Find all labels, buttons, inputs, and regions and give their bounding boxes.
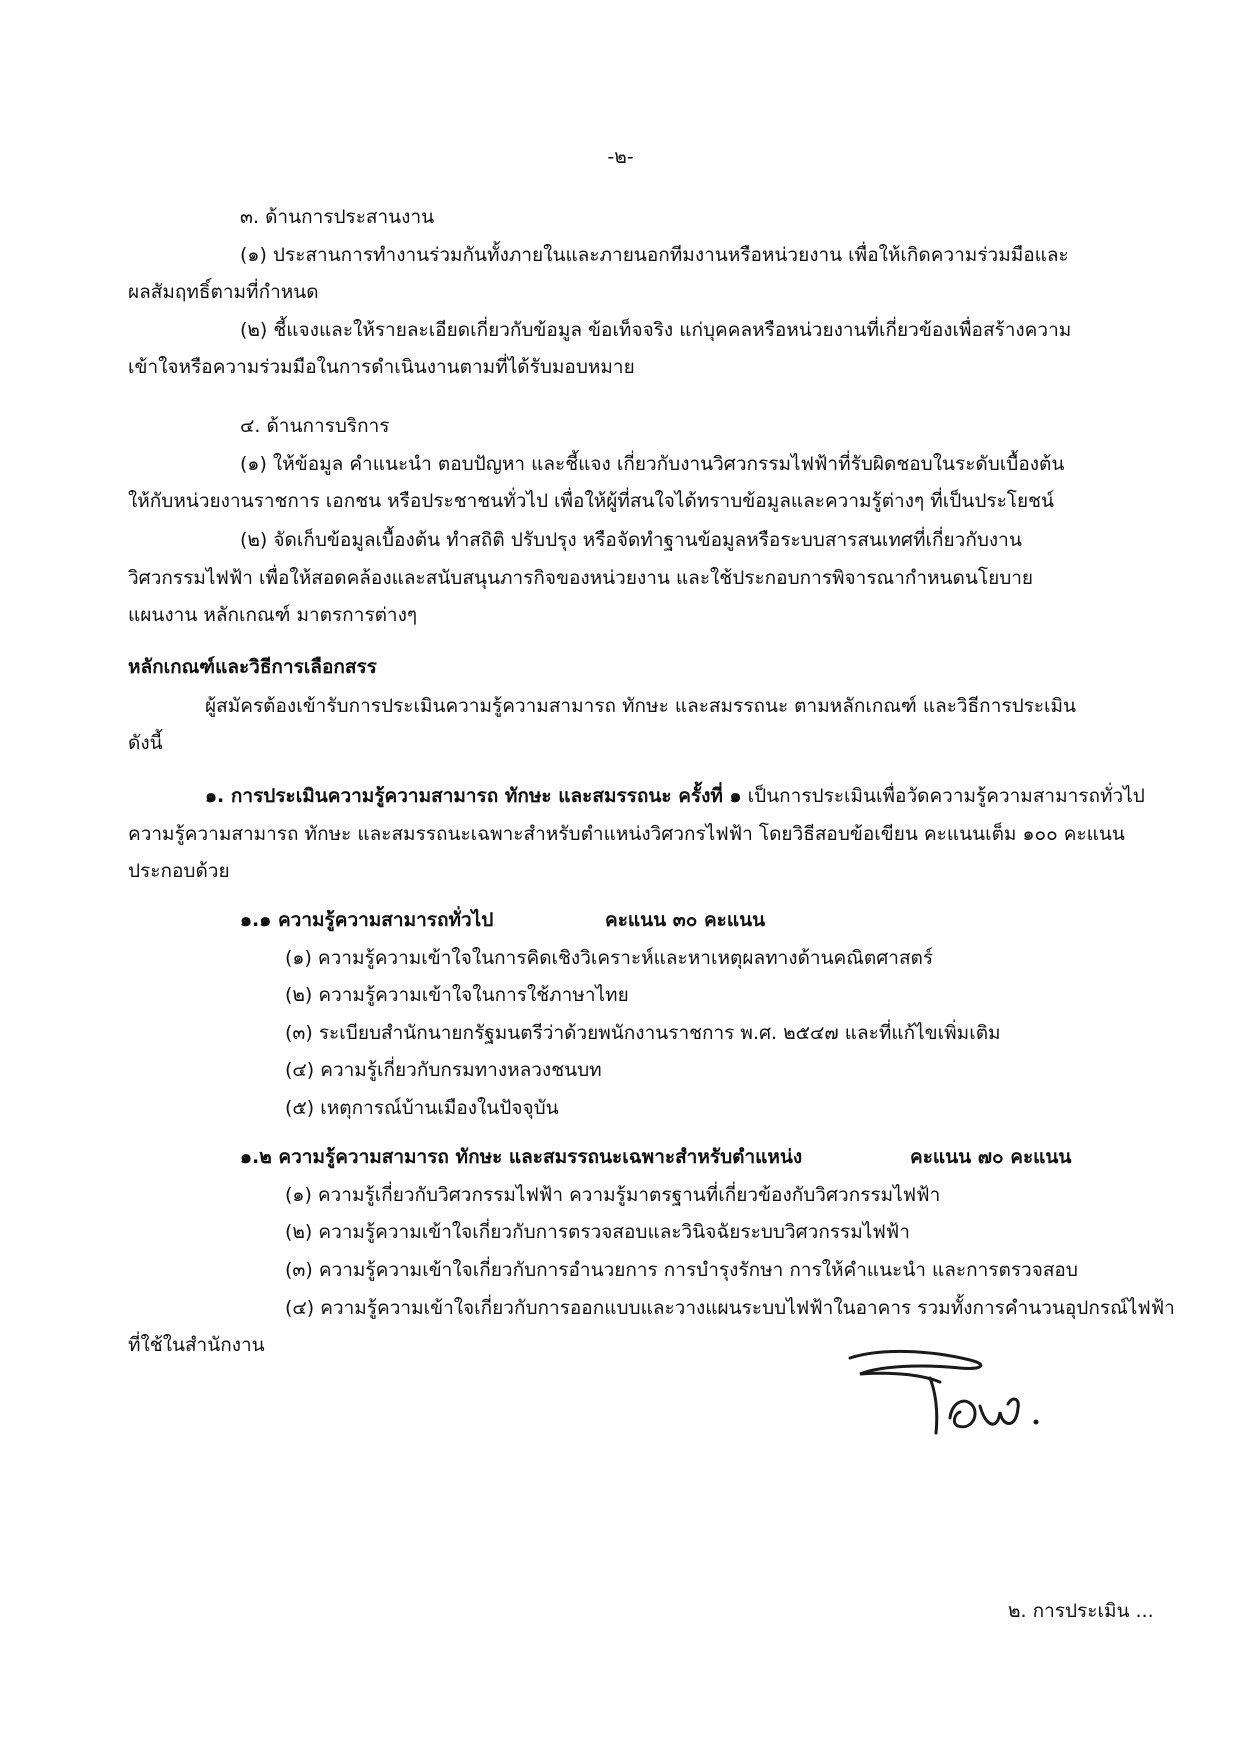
sub11-item: (๕) เหตุการณ์บ้านเมืองในปัจจุบัน	[285, 1097, 559, 1119]
section-service-heading: ๔. ด้านการบริการ	[240, 415, 390, 437]
sub11-item: (๑) ความรู้ความเข้าใจในการคิดเชิงวิเคราะห์และหาเหตุผลทางด้านคณิตศาสตร์	[285, 947, 934, 969]
page-number: -๒-	[607, 146, 634, 168]
sub12-item: (๓) ความรู้ความเข้าใจเกี่ยวกับการอำนวยการ การบำรุงรักษา การให้คำแนะนำ และการตรวจสอบ	[285, 1259, 1078, 1281]
signature	[840, 1338, 1070, 1448]
criteria-intro-line1: ผู้สมัครต้องเข้ารับการประเมินความรู้ความสามารถ ทักษะ และสมรรถนะ ตามหลักเกณฑ์ และวิธีการประเมิน	[205, 695, 1077, 717]
service-item1-line2: ให้กับหน่วยงานราชการ เอกชน หรือประชาชนทั่วไป เพื่อให้ผู้ที่สนใจได้ทราบข้อมูลและความรู้ต่างๆ ที่เป็นประโยชน์	[128, 490, 1055, 512]
sub11-item: (๔) ความรู้เกี่ยวกับกรมทางหลวงชนบท	[285, 1059, 602, 1081]
sub12-score: คะแนน ๗๐ คะแนน	[910, 1146, 1072, 1168]
assessment1-line1	[205, 782, 1145, 810]
assessment1-line2: ความรู้ความสามารถ ทักษะ และสมรรถนะเฉพาะสำหรับตำแหน่งวิศวกรไฟฟ้า โดยวิธีสอบข้อเขียน คะแนนเต็ม ๑๐๐ คะแนน	[128, 823, 1125, 845]
coordination-item2-line1: (๒) ชี้แจงและให้รายละเอียดเกี่ยวกับข้อมูล ข้อเท็จจริง แก่บุคคลหรือหน่วยงานที่เกี่ยวข้องเพื่อสร้างความ	[240, 319, 1072, 341]
sub12-item: (๑) ความรู้เกี่ยวกับวิศวกรรมไฟฟ้า ความรู้มาตรฐานที่เกี่ยวข้องกับวิศวกรรมไฟฟ้า	[285, 1184, 941, 1206]
coordination-item1-line2: ผลสัมฤทธิ์ตามที่กำหนด	[128, 281, 319, 303]
coordination-item1-line1: (๑) ประสานการทำงานร่วมกันทั้งภายในและภายนอกทีมงานหรือหน่วยงาน เพื่อให้เกิดความร่วมมือและ	[240, 244, 1069, 266]
service-item2-line3: แผนงาน หลักเกณฑ์ มาตรการต่างๆ	[128, 604, 418, 626]
assessment1-title: ๑. การประเมินความรู้ความสามารถ ทักษะ และสมรรถนะ ครั้งที่ ๑	[205, 785, 742, 807]
sub12-item: (๔) ความรู้ความเข้าใจเกี่ยวกับการออกแบบและวางแผนระบบไฟฟ้าในอาคาร รวมทั้งการคำนวนอุปกรณ์ไฟฟ้า	[285, 1297, 1175, 1319]
sub12-item: (๒) ความรู้ความเข้าใจเกี่ยวกับการตรวจสอบและวินิจฉัยระบบวิศวกรรมไฟฟ้า	[285, 1221, 910, 1243]
sub11-score: คะแนน ๓๐ คะแนน	[605, 909, 766, 931]
sub11-title: ๑.๑ ความรู้ความสามารถทั่วไป	[240, 909, 494, 931]
sub11-item: (๓) ระเบียบสำนักนายกรัฐมนตรีว่าด้วยพนักงานราชการ พ.ศ. ๒๕๔๗ และที่แก้ไขเพิ่มเติม	[285, 1022, 1001, 1044]
service-item2-line2: วิศวกรรมไฟฟ้า เพื่อให้สอดคล้องและสนับสนุนภารกิจของหน่วยงาน และใช้ประกอบการพิจารณากำหนดนโยบาย	[128, 567, 1034, 589]
assessment1-line3: ประกอบด้วย	[128, 860, 230, 882]
sub12-title: ๑.๒ ความรู้ความสามารถ ทักษะ และสมรรถนะเฉพาะสำหรับตำแหน่ง	[240, 1146, 803, 1168]
assessment1-desc: เป็นการประเมินเพื่อวัดความรู้ความสามารถทั่วไป	[741, 785, 1145, 807]
section-coordination-heading: ๓. ด้านการประสานงาน	[240, 206, 435, 228]
service-item2-line1: (๒) จัดเก็บข้อมูลเบื้องต้น ทำสถิติ ปรับปรุง หรือจัดทำฐานข้อมูลหรือระบบสารสนเทศที่เกี่ยวกับงาน	[240, 529, 1022, 551]
service-item1-line1: (๑) ให้ข้อมูล คำแนะนำ ตอบปัญหา และชี้แจง เกี่ยวกับงานวิศวกรรมไฟฟ้าที่รับผิดชอบในระดับเบื้องต้น	[240, 453, 1065, 475]
coordination-item2-line2: เข้าใจหรือความร่วมมือในการดำเนินงานตามที่ได้รับมอบหมาย	[128, 356, 635, 378]
criteria-heading: หลักเกณฑ์และวิธีการเลือกสรร	[128, 656, 377, 678]
sub11-item: (๒) ความรู้ความเข้าใจในการใช้ภาษาไทย	[285, 984, 629, 1006]
criteria-intro-line2: ดังนี้	[128, 732, 163, 754]
footer-continuation: ๒. การประเมิน ...	[1008, 1600, 1154, 1622]
sub12-item4-line2: ที่ใช้ในสำนักงาน	[128, 1334, 265, 1356]
